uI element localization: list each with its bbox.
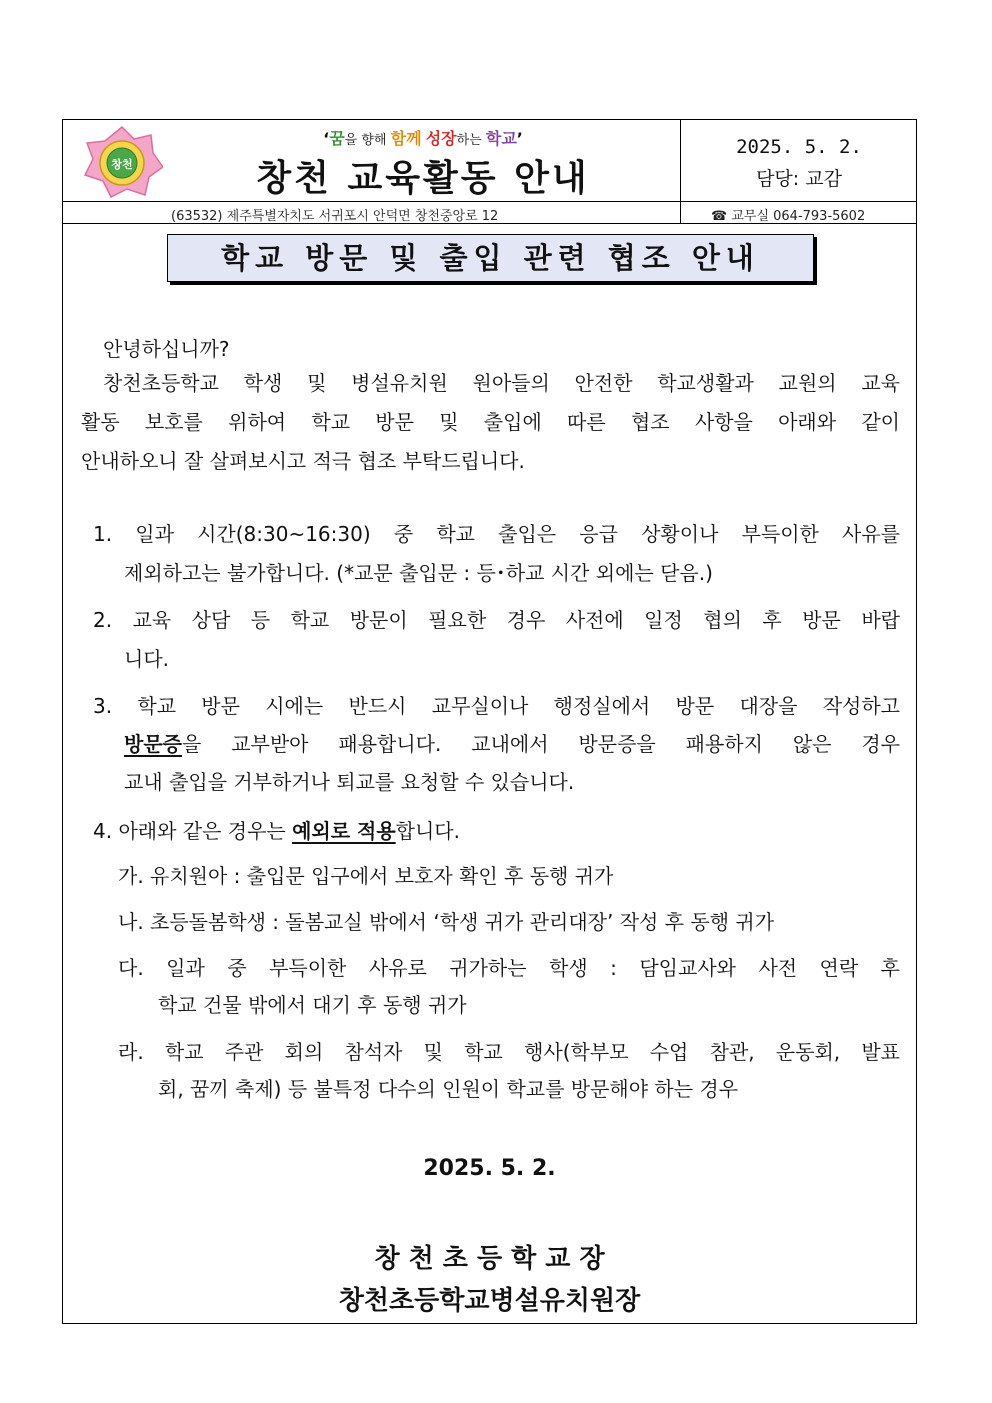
document-frame [62, 119, 917, 1324]
item-2-line-1: 2. 교육 상담 등 학교 방문이 필요한 경우 사전에 일정 협의 후 방문 바랍 [93, 608, 900, 632]
slogan-word-doing: 하는 [456, 133, 486, 148]
sub-item-ra-line-2: 회, 꿈끼 축제) 등 불특정 다수의 인원이 학교를 방문해야 하는 경우 [158, 1077, 739, 1101]
sub-item-da-line-1: 다. 일과 중 부득이한 사유로 귀가하는 학생 : 담임교사와 사전 연락 후 [118, 956, 900, 980]
intro-line-3: 안내하오니 잘 살펴보시고 적극 협조 부탁드립니다. [81, 449, 525, 473]
school-address: (63532) 제주특별자치도 서귀포시 안덕면 창천중앙로 12 [171, 209, 499, 224]
item-3-line-2 [124, 729, 900, 759]
slogan-word-together: 함께 [390, 129, 422, 148]
item-3-line-2-text: 을 교부받아 패용합니다. 교내에서 방문증을 패용하지 않은 경우 [181, 732, 900, 756]
slogan-word-toward: 을 향해 [344, 133, 391, 148]
sub-item-ga: 가. 유치원아 : 출입문 입구에서 보호자 확인 후 동행 귀가 [118, 864, 614, 888]
exception-emphasis: 예외로 적용 [292, 819, 396, 843]
address-row [63, 202, 916, 224]
sub-item-da-line-2: 학교 건물 밖에서 대기 후 동행 귀가 [158, 993, 467, 1017]
school-slogan [173, 126, 673, 149]
sub-item-ra-line-1: 라. 학교 주관 회의 참석자 및 학교 행사(학부모 수업 참관, 운동회, 발표 [118, 1040, 900, 1064]
item-2-line-2: 니다. [124, 647, 169, 671]
footer-date: 2025. 5. 2. [423, 1156, 556, 1181]
item-3-line-1: 3. 학교 방문 시에는 반드시 교무실이나 행정실에서 방문 대장을 작성하고 [93, 694, 900, 718]
item-3-line-3: 교내 출입을 거부하거나 퇴교를 요청할 수 있습니다. [124, 770, 575, 794]
signature-kindergarten-director: 창천초등학교병설유치원장 [338, 1286, 641, 1316]
visitor-pass-emphasis: 방문증 [124, 732, 182, 756]
notice-title: 학교 방문 및 출입 관련 협조 안내 [167, 234, 814, 282]
item-4-post: 합니다. [395, 819, 460, 843]
greeting: 안녕하십니까? [103, 337, 230, 361]
header-manager: 담당: 교감 [756, 168, 842, 190]
slogan-word-school: 학교 [485, 129, 517, 148]
header-date: 2025. 5. 2. [736, 136, 862, 158]
masthead-title: 창천 교육활동 안내 [256, 158, 590, 199]
slogan-quote-open: ‘ [323, 129, 330, 148]
logo-text: 창천 [111, 158, 133, 171]
item-4-line [93, 816, 460, 846]
intro-line-1: 창천초등학교 학생 및 병설유치원 원아들의 안전한 학교생활과 교원의 교육 [103, 371, 900, 395]
item-1-line-2: 제외하고는 불가합니다. (*교문 출입문 : 등･하교 시간 외에는 닫음.) [124, 561, 713, 585]
slogan-word-dream: 꿈 [329, 129, 345, 148]
item-4-pre: 4. 아래와 같은 경우는 [93, 819, 293, 843]
slogan-quote-close: ’ [516, 129, 523, 148]
intro-line-2: 활동 보호를 위하여 학교 방문 및 출입에 따른 협조 사항을 아래와 같이 [81, 410, 900, 434]
slogan-word-growth: 성장 [425, 129, 457, 148]
item-1-line-1: 1. 일과 시간(8:30~16:30) 중 학교 출입은 응급 상황이나 부득이한 사유를 [93, 522, 900, 546]
signature-principal: 창 천 초 등 학 교 장 [374, 1244, 605, 1274]
header [63, 120, 916, 202]
school-emblem-logo [81, 125, 163, 199]
sub-item-na: 나. 초등돌봄학생 : 돌봄교실 밖에서 ‘학생 귀가 관리대장’ 작성 후 동행 귀가 [118, 910, 775, 934]
office-phone: ☎ 교무실 064-793-5602 [711, 209, 866, 224]
